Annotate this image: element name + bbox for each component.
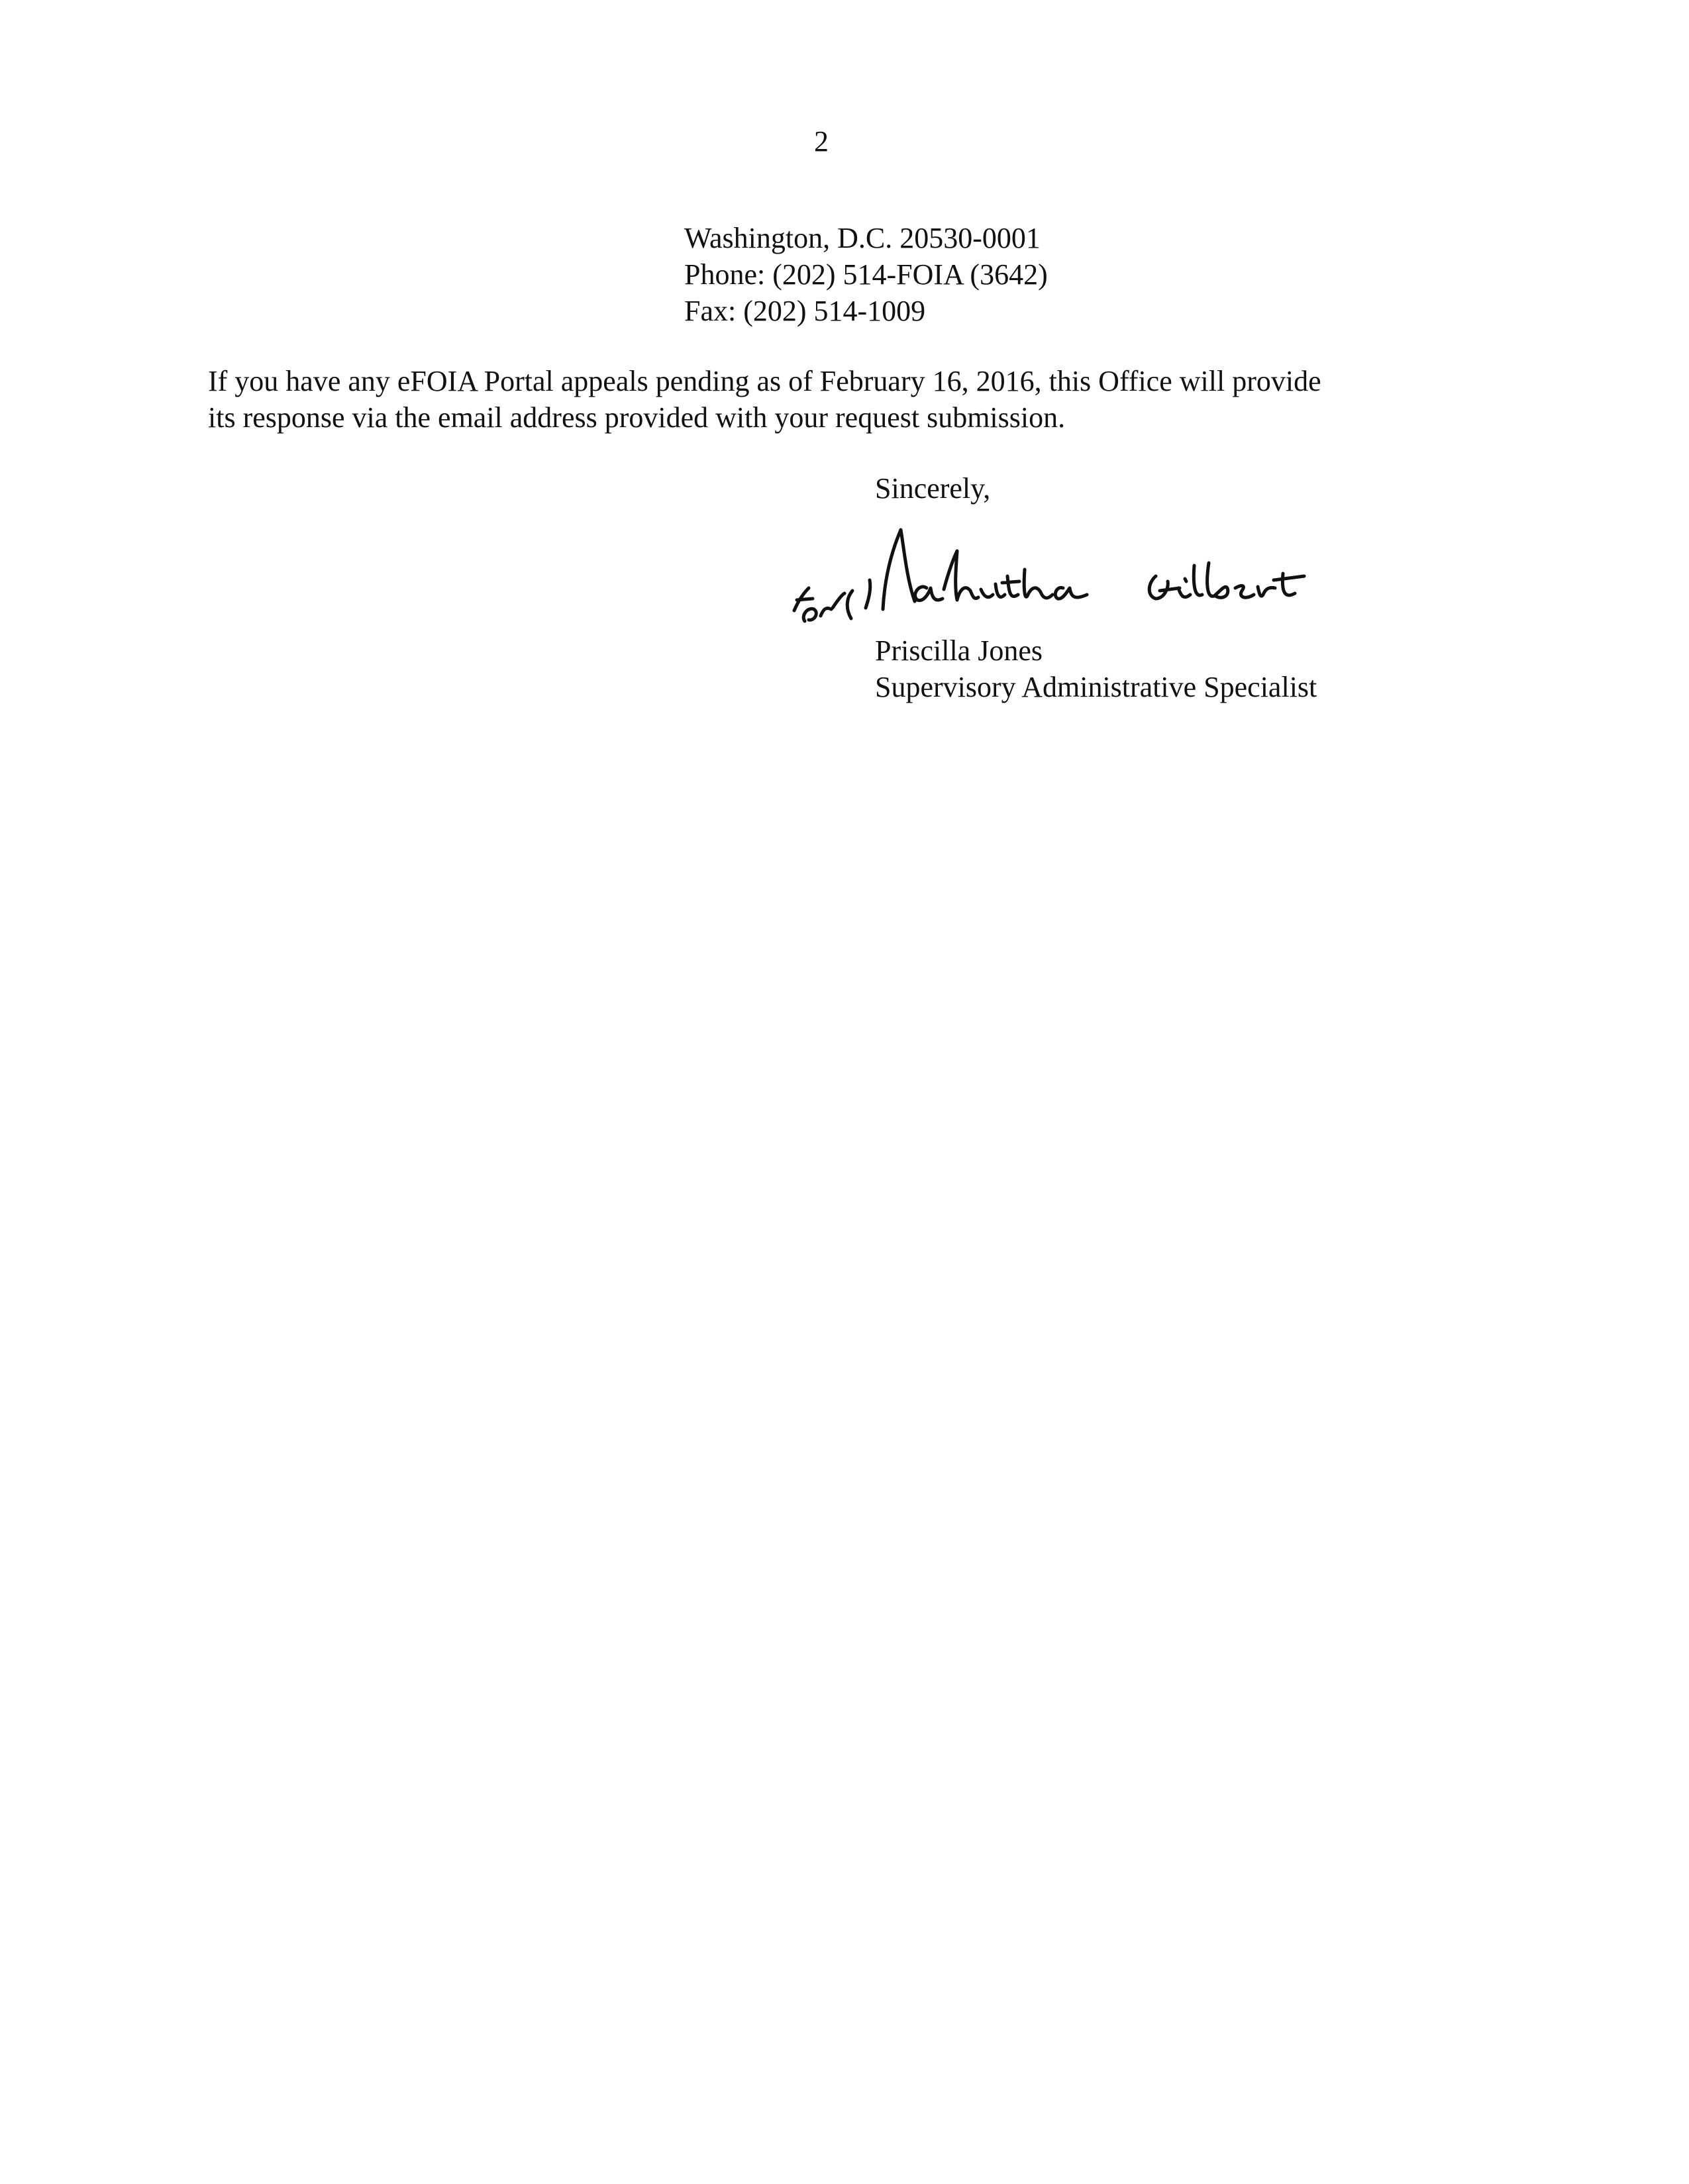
- address-fax-line: Fax: (202) 514-1009: [684, 295, 926, 327]
- paragraph-line-1: If you have any eFOIA Portal appeals pending as of February 16, 2016, this Office will provide: [208, 365, 1321, 397]
- address-block: [684, 220, 1048, 329]
- signatory-name: Priscilla Jones: [875, 634, 1043, 667]
- address-phone-line: Phone: (202) 514-FOIA (3642): [684, 258, 1048, 291]
- paragraph-line-2: its response via the email address provided with your request submission.: [208, 401, 1066, 434]
- page-number: 2: [814, 125, 829, 158]
- address-city-line: Washington, D.C. 20530-0001: [684, 222, 1041, 254]
- handwritten-signature: [785, 510, 1408, 642]
- body-paragraph: [208, 363, 1453, 436]
- signatory-title: Supervisory Administrative Specialist: [875, 671, 1317, 703]
- closing-salutation: Sincerely,: [875, 472, 991, 505]
